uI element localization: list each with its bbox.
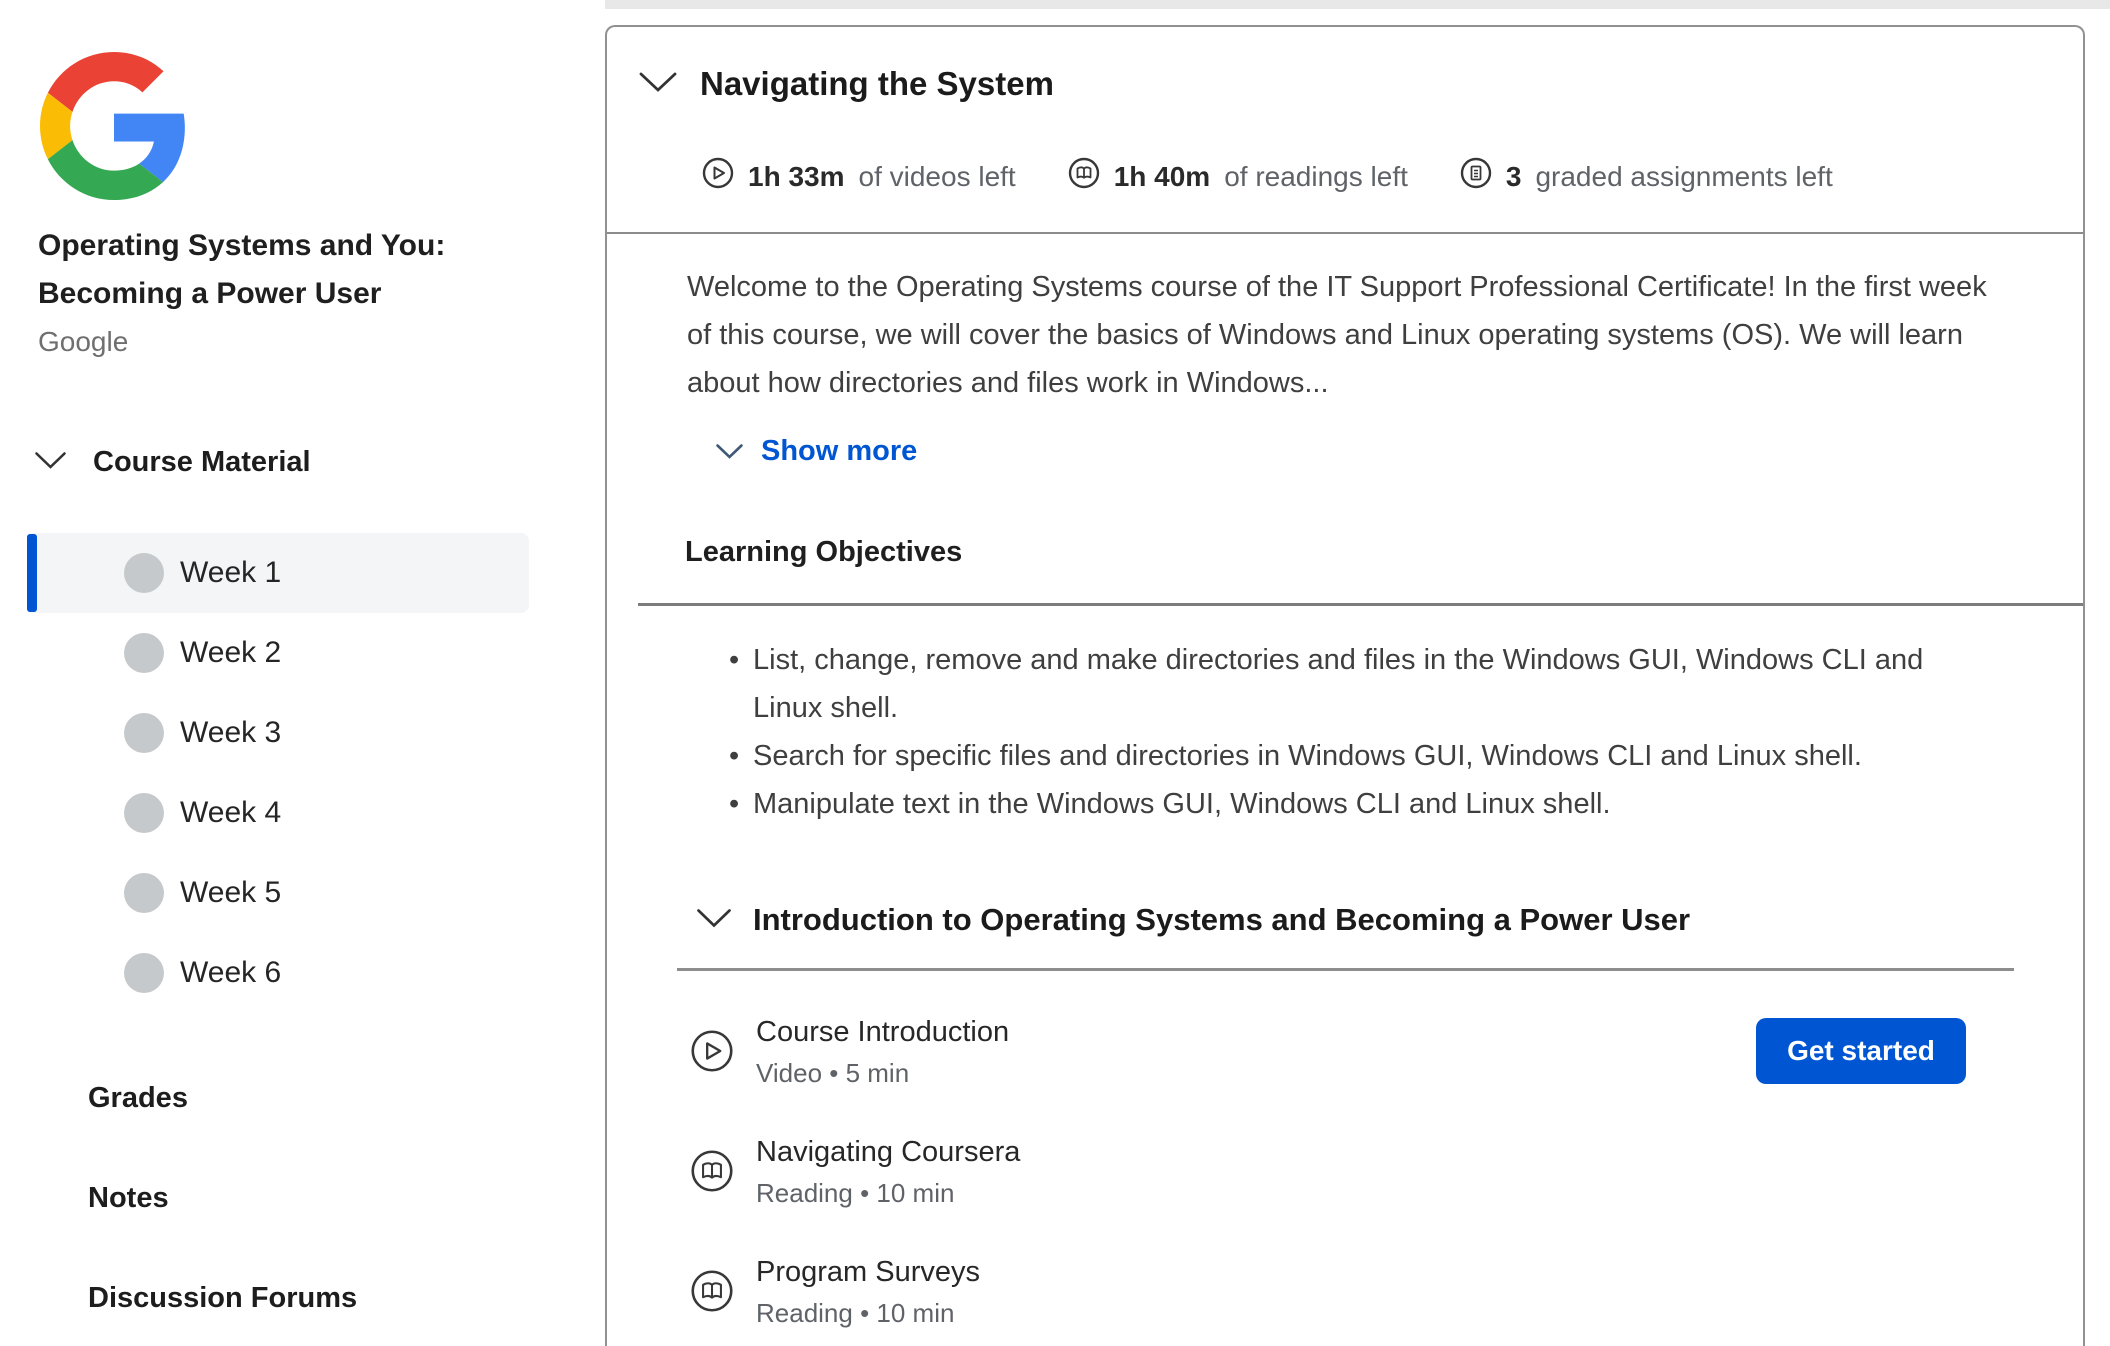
sidebar-item-grades[interactable]: Grades (88, 1082, 188, 1114)
sidebar-item-discussion-forums[interactable]: Discussion Forums (88, 1282, 358, 1314)
objective-item: • Manipulate text in the Windows GUI, Windows CLI and Linux shell. (753, 780, 1983, 828)
sidebar-item-week-3[interactable] (27, 693, 529, 773)
assignment-icon (1460, 157, 1492, 196)
learning-objectives-list (607, 636, 1983, 828)
objective-item: • List, change, remove and make directories and files in the Windows GUI, Windows CLI and Linux shell. (753, 636, 1983, 732)
module-stats (702, 157, 1833, 196)
lesson-collapse-toggle[interactable] (696, 902, 2083, 938)
play-circle-icon (690, 1029, 734, 1073)
lesson-item-course-introduction[interactable] (690, 1005, 2083, 1097)
lesson-title: Program Surveys (756, 1255, 981, 1288)
lesson-item-navigating-coursera[interactable] (690, 1125, 2083, 1217)
learning-objectives-heading: Learning Objectives (685, 536, 963, 568)
week-list (27, 533, 529, 1013)
course-material-toggle[interactable] (34, 446, 311, 479)
sidebar-item-week-1[interactable] (27, 533, 529, 613)
course-material-label: Course Material (93, 446, 311, 478)
lesson-meta: Reading • 10 min (756, 1297, 955, 1328)
play-circle-icon (702, 157, 734, 196)
week-progress-circle (124, 633, 164, 673)
lesson-item-program-surveys[interactable] (690, 1245, 2083, 1337)
reading-icon (1068, 157, 1100, 196)
week-progress-circle (124, 793, 164, 833)
sidebar-item-notes[interactable]: Notes (88, 1182, 169, 1214)
sidebar-item-week-4[interactable] (27, 773, 529, 853)
week-progress-circle (124, 553, 164, 593)
stat-value: 3 (1505, 160, 1522, 192)
reading-icon (690, 1269, 734, 1313)
week-label: Week 1 (180, 556, 282, 589)
week-progress-circle (124, 713, 164, 753)
module-card (605, 25, 2085, 1346)
module-title: Navigating the System (700, 65, 1054, 102)
google-logo (40, 52, 188, 200)
module-header (607, 27, 2083, 234)
stat-text: of videos left (858, 160, 1016, 192)
week-label: Week 6 (180, 956, 282, 989)
week-label: Week 5 (180, 876, 282, 909)
lesson-title: Course Introduction (756, 1015, 1010, 1048)
readings-left-stat (1068, 157, 1408, 196)
chevron-down-icon (696, 908, 732, 933)
module-collapse-toggle[interactable] (638, 65, 1054, 103)
stat-text: of readings left (1224, 160, 1408, 192)
week-label: Week 4 (180, 796, 282, 829)
sidebar-item-week-5[interactable] (27, 853, 529, 933)
chevron-down-icon (638, 71, 678, 98)
assignments-left-stat (1460, 157, 1833, 196)
week-progress-circle (124, 953, 164, 993)
sidebar (0, 0, 605, 1346)
sidebar-links (88, 1076, 357, 1346)
chevron-down-icon (34, 451, 67, 475)
lesson-text (756, 1133, 1020, 1210)
divider (638, 603, 2083, 606)
lesson-meta: Reading • 10 min (756, 1177, 955, 1208)
lesson-title: Navigating Coursera (756, 1135, 1021, 1168)
lesson-text (756, 1013, 1009, 1090)
sidebar-item-week-2[interactable] (27, 613, 529, 693)
reading-icon (690, 1149, 734, 1193)
course-partner: Google (38, 326, 129, 357)
week-progress-circle (124, 873, 164, 913)
get-started-button[interactable]: Get started (1756, 1018, 1966, 1084)
course-title: Operating Systems and You: Becoming a Power User (38, 229, 446, 310)
lesson-text (756, 1253, 980, 1330)
chevron-down-icon (715, 435, 744, 468)
module-description: Welcome to the Operating Systems course of the IT Support Professional Certificate! In the first week of this course, we will cover the basics of Windows and Linux operating systems (OS). We will learn about how directories and files work in Windows... (687, 271, 1987, 399)
divider (677, 968, 2014, 971)
week-label: Week 3 (180, 716, 282, 749)
lesson-meta: Video • 5 min (756, 1057, 910, 1088)
show-more-button[interactable] (715, 435, 2083, 468)
stat-value: 1h 40m (1113, 160, 1211, 192)
lesson-heading: Introduction to Operating Systems and Becoming a Power User (753, 902, 1691, 937)
stat-text: graded assignments left (1535, 160, 1833, 192)
lesson-item-list (690, 1005, 2083, 1337)
show-more-label: Show more (761, 435, 918, 467)
stat-value: 1h 33m (748, 160, 845, 192)
videos-left-stat (702, 157, 1016, 196)
sidebar-item-week-6[interactable] (27, 933, 529, 1013)
objective-item: • Search for specific files and directories in Windows GUI, Windows CLI and Linux shell. (753, 732, 1983, 780)
week-label: Week 2 (180, 636, 282, 669)
